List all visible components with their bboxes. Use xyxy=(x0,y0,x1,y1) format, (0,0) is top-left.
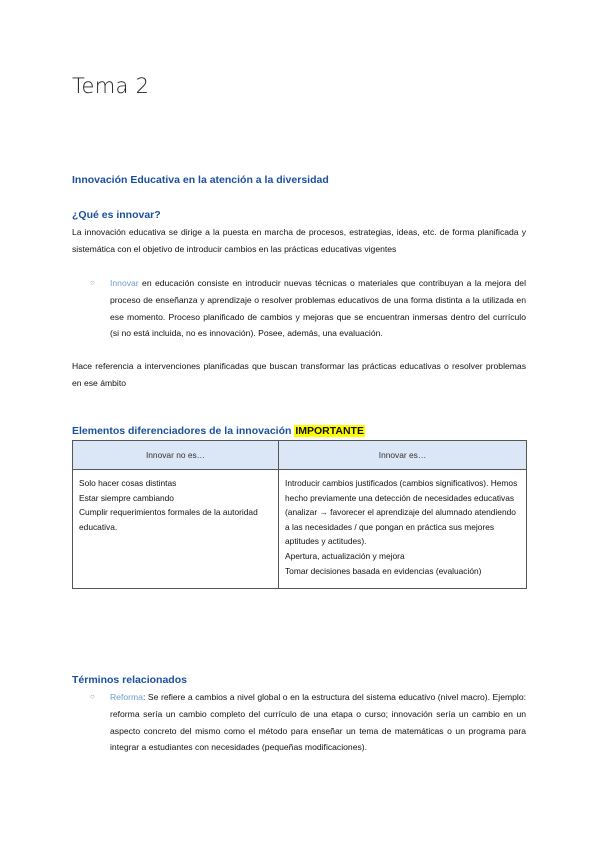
bullet-marker: ○ xyxy=(90,692,95,701)
related-terms-heading: Términos relacionados xyxy=(72,674,187,686)
term-reforma: Reforma xyxy=(110,692,143,702)
comparison-table xyxy=(72,440,527,589)
section-heading: Innovación Educativa en la atención a la diversidad xyxy=(72,174,329,186)
list-item: Solo hacer cosas distintas xyxy=(79,478,177,488)
header-innovar-es: Innovar es… xyxy=(279,441,527,470)
cell-innovar-no-es xyxy=(73,470,279,589)
list-item: Cumplir requerimientos formales de la autoridad educativa. xyxy=(79,507,258,532)
reference-paragraph: Hace referencia a intervenciones planificadas que buscan transformar las prácticas educativas o resolver problemas en ese ámbito xyxy=(72,361,526,388)
intro-paragraph: La innovación educativa se dirige a la puesta en marcha de procesos, estrategias, ideas, etc. de forma planificada y sistemática con el objetivo de introducir cambios en las prácticas educativas vigentes xyxy=(72,227,526,254)
list-item: Tomar decisiones basada en evidencias (evaluación) xyxy=(285,565,482,576)
cell-innovar-es xyxy=(279,470,527,589)
list-item: Estar siempre cambiando xyxy=(79,492,174,503)
term-innovar: Innovar xyxy=(110,278,139,288)
table-row xyxy=(73,470,527,589)
list-item: Apertura, actualización y mejora xyxy=(285,550,405,561)
list-item: Introducir cambios justificados (cambios significativos). Hemos hecho previamente una detección de necesidades educativas (analizar → favorecer el aprendizaje del alumnado atendiendo a las necesidades / que pongan en práctica sus mejores aptitudes y actitudes). xyxy=(285,478,518,547)
bullet-reforma xyxy=(90,689,526,756)
header-innovar-no-es: Innovar no es… xyxy=(73,441,279,470)
elements-heading-text: Elementos diferenciadores de la innovación xyxy=(72,425,292,437)
elements-heading xyxy=(72,425,365,437)
page-title: Tema 2 xyxy=(72,74,150,98)
bullet-marker: ○ xyxy=(90,278,95,287)
table-header-row xyxy=(73,441,527,470)
bullet-reforma-text: : Se refiere a cambios a nivel global o en la estructura del sistema educativo (nivel macro). Ejemplo: reforma sería un cambio completo del currículo de una etapa o curso; innovación sería un cambio en un aspecto concreto del mismo como el método para enseñar un tema de matemáticas o un programa para integrar a estudiantes con necesidades (pequeñas modificaciones). xyxy=(110,692,526,753)
question-heading: ¿Qué es innovar? xyxy=(72,209,161,221)
bullet-innovar-text: en educación consiste en introducir nuevas técnicas o materiales que contribuyan a la mejora del proceso de enseñanza y aprendizaje o resolver problemas educativos de una forma distinta a la utilizada en ese momento. Proceso planificado de cambios y mejoras que se encuentran inmersas dentro del currículo (si no está incluida, no es innovación). Posee, además, una evaluación. xyxy=(110,278,526,339)
bullet-innovar xyxy=(90,275,526,342)
important-highlight: IMPORTANTE xyxy=(295,425,364,437)
